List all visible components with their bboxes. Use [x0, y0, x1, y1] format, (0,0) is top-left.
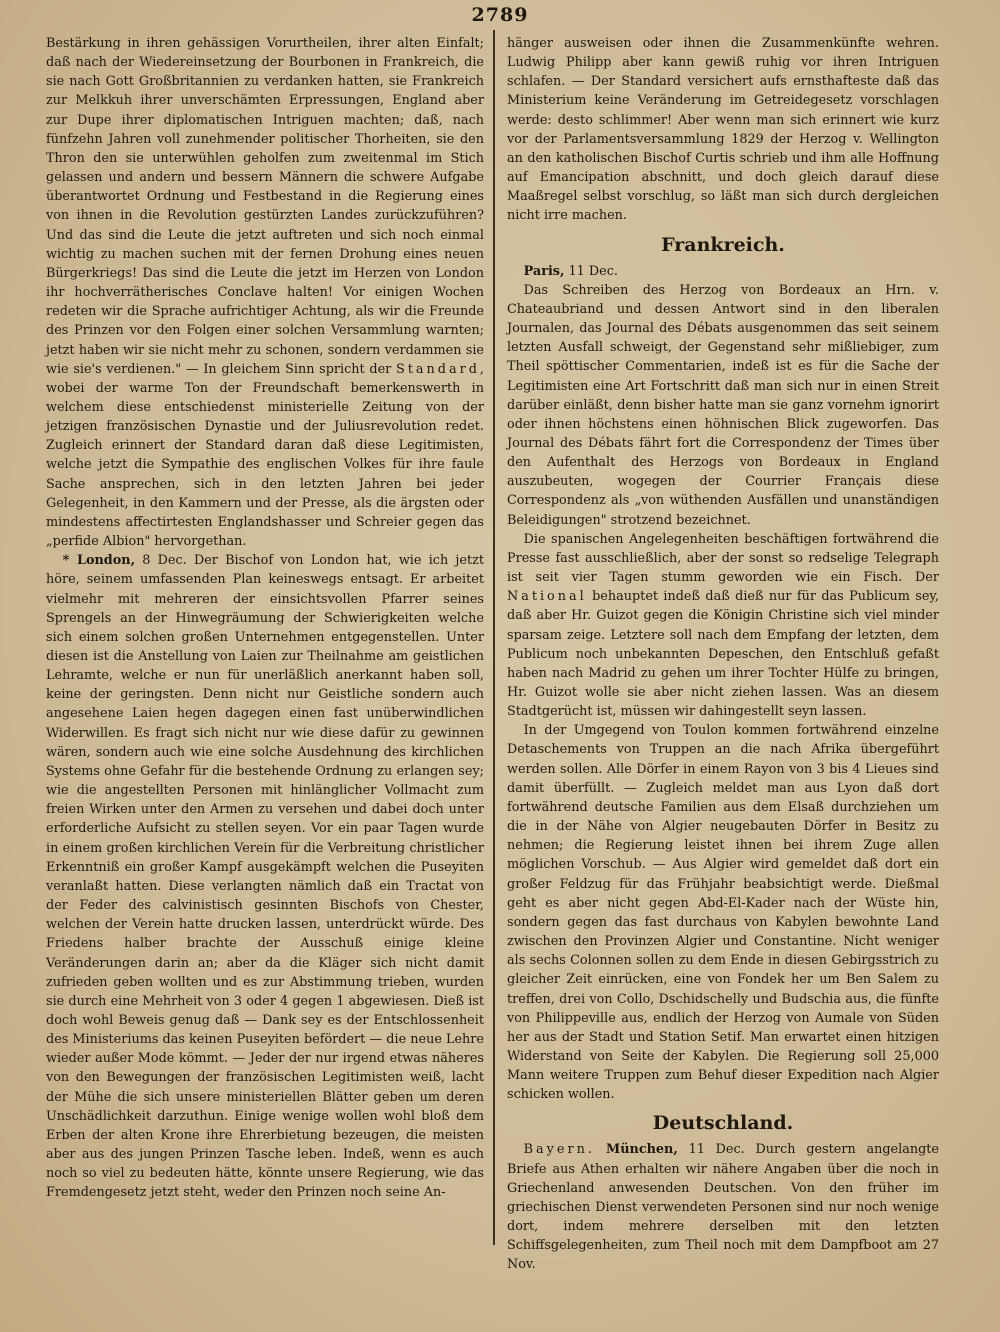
page-number: 2789	[471, 4, 529, 26]
article-text: Das Schreiben des Herzog von Bordeaux an Hrn. v. Chateaubriand und dessen Antwort sind in den liberalen Journalen, das Journal des Débats ausgenommen das seit seinem letzten Ausfall schweigt, der Gegenstand sehr mißliebiger, zum Theil spöttischer Commentarien, indeß ist es für die Sache der Legitimisten eine Art Fortschritt daß man sich nur in einen Streit darüber einläßt, denn bisher hatte man sie ganz vornehm ignorirt oder ihnen höchstens einen höhnischen Blick zugeworfen. Das Journal des Débats fährt fort die Correspondenz der Times über den Aufenthalt des Herzogs von Bordeaux in England auszubeuten, wogegen der Courrier Français diese Correspondenz als „von wüthenden Ausfällen und unanständigen Beleidigungen" strotzend bezeichnet.	[507, 282, 939, 528]
article-paragraph	[507, 262, 939, 281]
newspaper-name: National	[507, 589, 587, 605]
article-paragraph	[46, 34, 484, 551]
section-heading-deutschland: Deutschland.	[652, 1112, 794, 1135]
column-divider	[493, 30, 495, 1245]
dateline-date: 11 Dec.	[564, 263, 618, 279]
dateline-date: 8 Dec.	[135, 553, 194, 569]
right-column	[507, 34, 939, 1275]
article-paragraph	[507, 530, 939, 722]
article-paragraph	[507, 281, 939, 530]
region-name: Bayern.	[523, 1142, 595, 1158]
article-paragraph	[46, 551, 484, 1202]
article-paragraph	[507, 721, 939, 1104]
article-paragraph	[507, 34, 939, 226]
left-column	[46, 34, 484, 1203]
article-text: hänger ausweisen oder ihnen die Zusammenkünfte wehren. Ludwig Philipp aber kann gewiß ruhig vor ihren Intriguen schlafen. — Der Standard versichert aufs ernsthafteste daß das Ministerium keine Veränderung im Getreidegesetz vorschlagen werde: desto schlimmer! Aber wenn man sich erinnert wie kurz vor der Parlamentsversammlung 1829 der Herzog v. Wellington an den katholischen Bischof Curtis schrieb und ihm alle Hoffnung auf Emancipation abschnitt, und doch gleich darauf diese Maaßregel selbst vorschlug, so läßt man sich durch dergleichen nicht irre machen.	[507, 36, 939, 224]
newspaper-name: Standard	[396, 361, 480, 377]
article-text: Durch gestern angelangte Briefe aus Athen erhalten wir nähere Angaben über die noch in Griechenland anwesenden Deutschen. Von den früher im griechischen Dienst verwendeten Personen sind nur noch wenige dort, indem mehrere derselben mit den letzten Schiffsgelegenheiten, zum Theil noch mit dem Dampfboot am 27 Nov.	[507, 1142, 940, 1273]
article-text: behauptet indeß daß dieß nur für das Publicum sey, daß aber Hr. Guizot gegen die Königin Christine sich viel minder sparsam zeige. Letztere soll nach dem Empfang der letzten, dem Publicum noch unbekannten Depeschen, den Entschluß gefaßt haben nach Madrid zu gehen um ihrer Tochter Hülfe zu bringen, Hr. Guizot wolle sie aber nicht ziehen lassen. Was an diesem Stadtgerücht ist, müssen wir dahingestellt seyn lassen.	[507, 589, 939, 720]
section-heading-frankreich: Frankreich.	[661, 233, 785, 256]
article-text: In der Umgegend von Toulon kommen fortwährend einzelne Detaschements von Truppen an die nach Afrika übergeführt werden sollen. Alle Dörfer in einem Rayon von 3 bis 4 Lieues sind damit überfüllt. — Zugleich meldet man aus Lyon daß dort fortwährend deutsche Familien aus dem Elsaß durchziehen um die in der Nähe von Algier neugebauten Dörfer in Besitz zu nehmen; die Regierung leistet ihnen bei ihrem Zuge allen möglichen Vorschub. — Aus Algier wird gemeldet daß dort ein großer Feldzug für das Frühjahr beabsichtigt werde. Dießmal geht es aber nicht gegen Abd-El-Kader nach der Wüste hin, sondern gegen das fast durchaus von Kabylen bewohnte Land zwischen den Provinzen Algier und Constantine. Nicht weniger als sechs Colonnen sollen zu dem Ende in diesen Gebirgsstrich zu gleicher Zeit einrücken, eine von Fondek her um Ben Salem zu treffen, drei von Collo, Dschidschelly und Budschia aus, die fünfte von Philippeville aus, endlich der Herzog von Aumale von Süden her aus der Stadt und Station Setif. Man erwartet einen hitzigen Widerstand von Seite der Kabylen. Die Regierung soll 25,000 Mann weitere Truppen zum Behuf dieser Expedition nach Algier schicken wollen.	[507, 723, 939, 1103]
dateline-place: * London,	[62, 553, 136, 569]
dateline-place: München,	[594, 1142, 678, 1158]
dateline-date: 11 Dec.	[677, 1142, 756, 1158]
article-paragraph	[507, 1140, 939, 1274]
article-text: Bestärkung in ihren gehässigen Vorurtheilen, ihrer alten Einfalt; daß nach der Wiedereinsetzung der Bourbonen in Frankreich, die sie nach Gott Großbritannien zu verdanken hatten, sie Frankreich zur Melkkuh ihrer unverschämten Erpressungen, England aber zur Dupe ihrer diplomatischen Intriguen machten; daß, nach fünfzehn Jahren voll zunehmender politischer Thorheiten, sie den Thron den sie unterwühlen geholfen zum zweitenmal im Stich gelassen und andern und bessern Männern die schwere Aufgabe überantwortet Ordnung und Festbestand in die Regierung eines von ihnen in die Revolution gestürzten Landes zurückzuführen? Und das sind die Leute die jetzt auftreten und sich noch einmal wichtig zu machen suchen mit der fernen Drohung eines neuen Bürgerkriegs! Das sind die Leute die jetzt im Herzen von London ihr hochverrätherisches Conclave halten! Vor einigen Wochen redeten wir die Sprache aufrichtiger Achtung, als wir die Freunde des Prinzen vor den Folgen einer solchen Versammlung warnten; jetzt haben wir sie nicht mehr zu schonen, sondern verdammen sie wie sie's verdienen." — In gleichem Sinn spricht der	[46, 36, 484, 377]
article-text: Die spanischen Angelegenheiten beschäftigen fortwährend die Presse fast ausschließlich, aber der sonst so redselige Telegraph ist seit vier Tagen stumm geworden wie ein Fisch. Der	[507, 531, 939, 586]
article-text: , wobei der warme Ton der Freundschaft bemerkenswerth in welchem diese entschiedenst ministerielle Zeitung von der jetzigen französischen Dynastie und der Juliusrevolution redet. Zugleich erinnert der Standard daran daß diese Legitimisten, welche jetzt die Sympathie des englischen Volkes für ihre faule Sache ansprechen, sich in den letzten Jahren bei jeder Gelegenheit, in den Kammern und der Presse, als die ärgsten oder mindestens affectirtesten Englandshasser und Schreier gegen das „perfide Albion" hervorgethan.	[46, 361, 484, 550]
dateline-place: Paris,	[523, 263, 565, 279]
article-text: Der Bischof von London hat, wie ich jetzt höre, seinem umfassenden Plan keineswegs entsagt. Er arbeitet vielmehr mit mehreren der einsichtsvollen Pfarrer seines Sprengels an der Hinwegräumung der Schwierigkeiten welche sich einem solchen großen Unternehmen entgegenstellen. Unter diesen ist die Anstellung von Laien zur Theilnahme am geistlichen Lehramte, welche er nun für unerläßlich anerkannt haben soll, keine der geringsten. Denn nicht nur Geistliche sondern auch angesehene Laien hegen dagegen einen fast unüberwindlichen Widerwillen. Es fragt sich nicht nur wie diese dafür zu gewinnen wären, sondern auch wie eine solche Ausdehnung des kirchlichen Systems ohne Gefahr für die bestehende Ordnung zu erlangen sey; wie die angestellten Personen mit hinlänglicher Vollmacht zum freien Wirken unter den Armen zu versehen und dabei doch unter erforderliche Aufsicht zu stellen seyen. Vor ein paar Tagen wurde in einem großen kirchlichen Verein für die Verbreitung christlicher Erkenntniß ein großer Kampf ausgekämpft welchen die Puseyiten veranlaßt hatten. Diese verlangten nämlich daß ein Tractat von der Feder des calvinistisch gesinnten Bischofs von Chester, welchen der Verein hatte drucken lassen, unterdrückt würde. Des Friedens halber brachte der Ausschuß einige kleine Veränderungen darin an; aber da die Kläger sich nicht damit zufrieden geben wollten und es zur Abstimmung trieben, wurden sie durch eine Mehrheit von 3 oder 4 gegen 1 abgewiesen. Dieß ist doch wohl Beweis genug daß — Dank sey es der Entschlossenheit des Ministeriums das keinen Puseyiten befördert — die neue Lehre wieder außer Mode kömmt. — Jeder der nur irgend etwas näheres von den Bewegungen der französischen Legitimisten weiß, lacht der Mühe die sich unsere ministeriellen Blätter geben um deren Unschädlichkeit darzuthun. Einige wenige wollen wohl bloß dem Erben der alten Krone ihre Ehrerbietung bezeugen, die meisten aber aus des jungen Prinzen Tasche leben. Indeß, wenn es auch noch so viel zu bedeuten hätte, könnte unsere Regierung, wie das Fremdengesetz jetzt steht, weder den Prinzen noch seine An-	[46, 553, 484, 1201]
